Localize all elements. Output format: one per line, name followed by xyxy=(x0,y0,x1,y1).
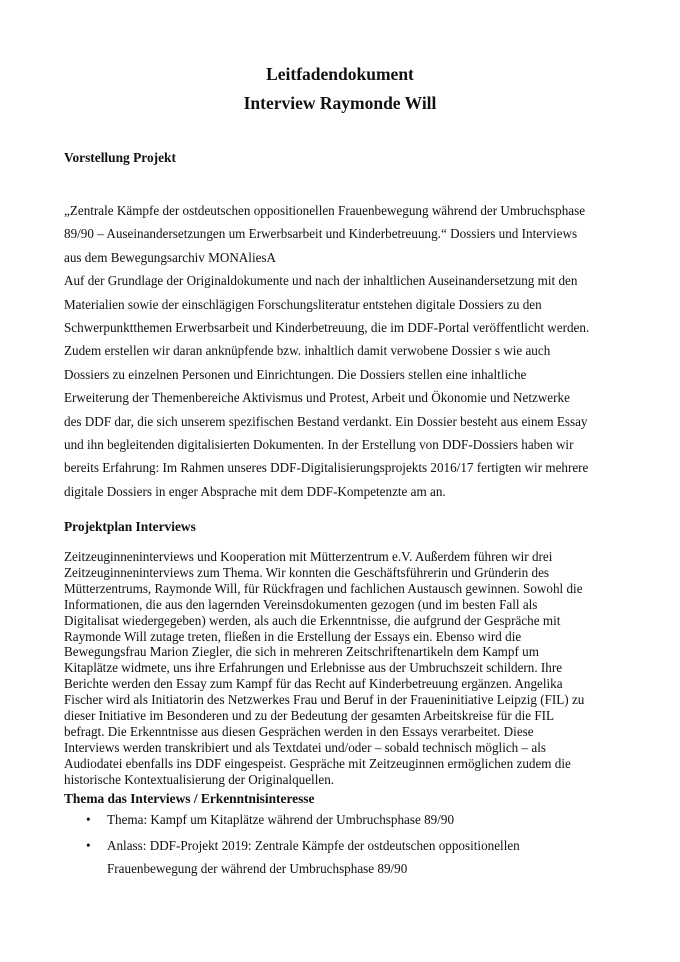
paragraph-line: aus dem Bewegungsarchiv MONAliesA xyxy=(64,249,277,265)
bullet-icon: • xyxy=(86,812,91,827)
paragraph-line: digitale Dossiers in enger Absprache mit dem DDF-Kompetenzte am an. xyxy=(64,483,446,499)
paragraph-line: Zeitzeuginneninterviews und Kooperation mit Mütterzentrum e.V. Außerdem führen wir drei xyxy=(64,549,553,564)
paragraph-line: „Zentrale Kämpfe der ostdeutschen oppositionellen Frauenbewegung während der Umbruchsphase xyxy=(64,203,586,218)
paragraph-line: Mütterzentrums, Raymonde Will, für Rückfragen und fachlichen Austausch gewinnen. Sowohl die xyxy=(64,580,583,596)
paragraph-line: Raymonde Will zutage treten, fließen in die Erstellung der Essays ein. Ebenso wird die xyxy=(64,628,522,644)
paragraph-line: Auf der Grundlage der Originaldokumente und nach der inhaltlichen Auseinandersetzung mit den xyxy=(64,273,578,289)
paragraph-line: Interviews werden transkribiert und als Textdatei und/oder – sobald technisch möglich – als xyxy=(64,739,546,755)
paragraph-line: bereits Erfahrung: Im Rahmen unseres DDF-Digitalisierungsprojekts 2016/17 fertigten wir mehrere xyxy=(64,460,589,476)
paragraph-line: Berichte werden den Essay zum Kampf für das Recht auf Kinderbetreuung ergänzen. Angelika xyxy=(64,676,563,692)
list-item xyxy=(64,834,624,881)
paragraph-line: Audiodatei ebenfalls ins DDF eingespeist. Gespräche mit Zeitzeuginnen ermöglichen zudem die xyxy=(64,755,571,771)
paragraph-line: des DDF dar, die sich unserem spezifischen Bestand verdankt. Ein Dossier besteht aus einem Essay xyxy=(64,413,588,429)
section-heading-projektplan: Projektplan Interviews xyxy=(64,519,196,534)
paragraph-line: Zeitzeuginneninterviews zum Thema. Wir konnten die Geschäftsführerin und Gründerin des xyxy=(64,564,550,580)
list-item xyxy=(64,808,624,832)
paragraph-line: Kitaplätze widmete, uns ihre Erfahrungen und Erlebnisse aus der Umbruchszeit schildern. Ihre xyxy=(64,660,563,676)
paragraph-line: Zudem erstellen wir daran anknüpfende bzw. inhaltlich damit verwobene Dossier s wie auch xyxy=(64,343,551,359)
paragraph-line: 89/90 – Auseinandersetzungen um Erwerbsarbeit und Kinderbetreuung.“ Dossiers und Interviews xyxy=(64,226,578,242)
list-item-line: Frauenbewegung der während der Umbruchsphase 89/90 xyxy=(107,861,408,876)
document-title: Leitfadendokument xyxy=(266,64,414,84)
paragraph-line: Materialien sowie der einschlägigen Forschungsliteratur entstehen digitale Dossiers zu den xyxy=(64,296,542,312)
list-item-line: Thema: Kampf um Kitaplätze während der Umbruchsphase 89/90 xyxy=(107,812,455,827)
section-heading-vorstellung: Vorstellung Projekt xyxy=(64,150,176,165)
document-subtitle: Interview Raymonde Will xyxy=(243,93,437,113)
paragraph-line: Digitalisat wiedergegeben) werden, als auch die Erkenntnisse, die aufgrund der Gespräche mit xyxy=(64,612,561,628)
section-paragraph-vorstellung xyxy=(64,199,624,503)
section-paragraph-projektplan xyxy=(64,549,624,788)
paragraph-line: Dossiers zu einzelnen Personen und Einrichtungen. Die Dossiers stellen eine inhaltliche xyxy=(64,366,527,382)
paragraph-line: dieser Initiative im Besonderen und zu der Bedeutung der gesamten Arbeitskreise für die FIL xyxy=(64,708,555,724)
section-heading-thema: Thema das Interviews / Erkenntnisinteresse xyxy=(64,791,315,806)
paragraph-line: und ihn begleitenden digitalisierten Dokumenten. In der Erstellung von DDF-Dossiers haben wir xyxy=(64,437,574,453)
paragraph-line: Informationen, die aus den lagernden Vereinsdokumenten gezogen (und im besten Fall als xyxy=(64,596,538,612)
paragraph-line: Schwerpunktthemen Erwerbsarbeit und Kinderbetreuung, die im DDF-Portal veröffentlicht werden. xyxy=(64,320,590,336)
list-item-line: Anlass: DDF-Projekt 2019: Zentrale Kämpfe der ostdeutschen oppositionellen xyxy=(107,837,520,853)
paragraph-line: Erweiterung der Themenbereiche Aktivismus und Protest, Arbeit und Ökonomie und Netzwerke xyxy=(64,390,570,406)
topic-bullet-list xyxy=(64,808,624,883)
paragraph-line: Fischer wird als Initiatorin des Netzwerkes Frau und Beruf in der Fraueninitiative Leipzig (FIL) zu xyxy=(64,692,585,708)
bullet-icon: • xyxy=(86,837,91,853)
paragraph-line: befragt. Die Erkenntnisse aus diesen Gesprächen werden in den Essays verarbeitet. Diese xyxy=(64,723,534,739)
paragraph-line: Bewegungsfrau Marion Ziegler, die sich in mehreren Zeitschriftenartikeln dem Kampf um xyxy=(64,644,539,660)
paragraph-line: historische Kontextualisierung der Originalquellen. xyxy=(64,771,335,787)
